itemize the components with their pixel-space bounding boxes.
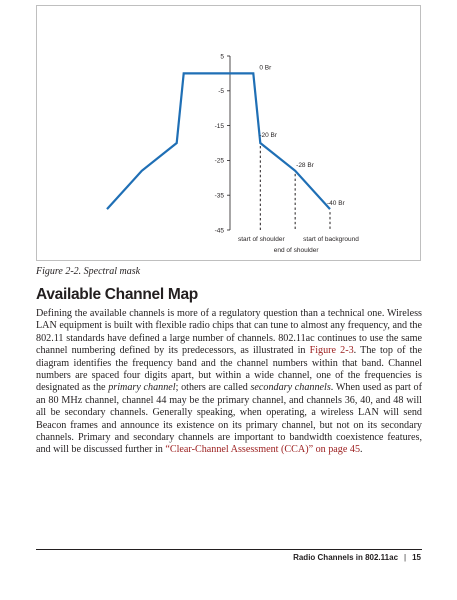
cca-section-link[interactable]: “Clear-Channel Assessment (CCA)” on page 45 bbox=[165, 444, 361, 456]
primary-channel-term: primary channel bbox=[108, 382, 176, 394]
y-tick-label: -35 bbox=[214, 192, 224, 200]
y-tick-label: 5 bbox=[220, 53, 224, 61]
annotation-label: -40 Br bbox=[327, 200, 345, 208]
marker-label: start of shoulder bbox=[238, 236, 285, 243]
para-text-3: ; others are called bbox=[175, 382, 251, 394]
annotation-label: 0 Br bbox=[259, 64, 272, 72]
footer-separator: | bbox=[404, 553, 407, 562]
page-number: 15 bbox=[412, 553, 421, 562]
annotation-label: -20 Br bbox=[259, 132, 278, 139]
annotation-label: -28 Br bbox=[296, 161, 314, 169]
body-paragraph bbox=[36, 308, 422, 457]
para-text-4: . When used as part of an 80 MHz channel, channel 44 may be the primary channel, and channels 36, 40, and 48 will all be secondary channels. Generally speaking, when operating, a wireless LAN will send Beacon frames and announce its existence on its primary channel, but not on its secondary channels. Primary and secondary channels are important to bandwidth coexistence features, and will be discussed further in bbox=[36, 382, 422, 456]
para-text-1: Defining the available channels is more of a regulatory question than a technical one. Wireless LAN equipment is built with flexible radio chips that can tune to almost any frequency, and the 802.11 standards have defined a large number of channels. 802.11ac continues to use the same channel numbering defined by its predecessors, as illustrated in bbox=[36, 308, 422, 357]
figure-frame bbox=[36, 5, 421, 261]
figure-2-3-link[interactable]: Figure 2-3 bbox=[309, 345, 354, 357]
y-tick-label: -45 bbox=[214, 227, 224, 235]
spectral-mask-chart bbox=[37, 6, 420, 260]
para-text-2: . The top of the diagram identifies the frequency band and the channel numbers within that band. Channel numbers are spaced four digits apart, but within a wide channel, one of the frequencies is designated as the bbox=[36, 345, 422, 394]
y-tick-label: -25 bbox=[214, 157, 224, 165]
footer-rule bbox=[36, 549, 422, 550]
page-footer bbox=[293, 553, 421, 562]
para-text-5: . bbox=[360, 444, 363, 456]
y-tick-label: -15 bbox=[214, 122, 224, 130]
marker-label: end of shoulder bbox=[273, 247, 319, 254]
section-heading: Available Channel Map bbox=[36, 286, 198, 303]
y-tick-label: -5 bbox=[218, 88, 224, 96]
footer-chapter-title: Radio Channels in 802.11ac bbox=[293, 553, 399, 562]
marker-label: start of background bbox=[303, 236, 359, 243]
secondary-channels-term: secondary channels bbox=[250, 382, 331, 394]
figure-caption: Figure 2-2. Spectral mask bbox=[36, 266, 141, 277]
